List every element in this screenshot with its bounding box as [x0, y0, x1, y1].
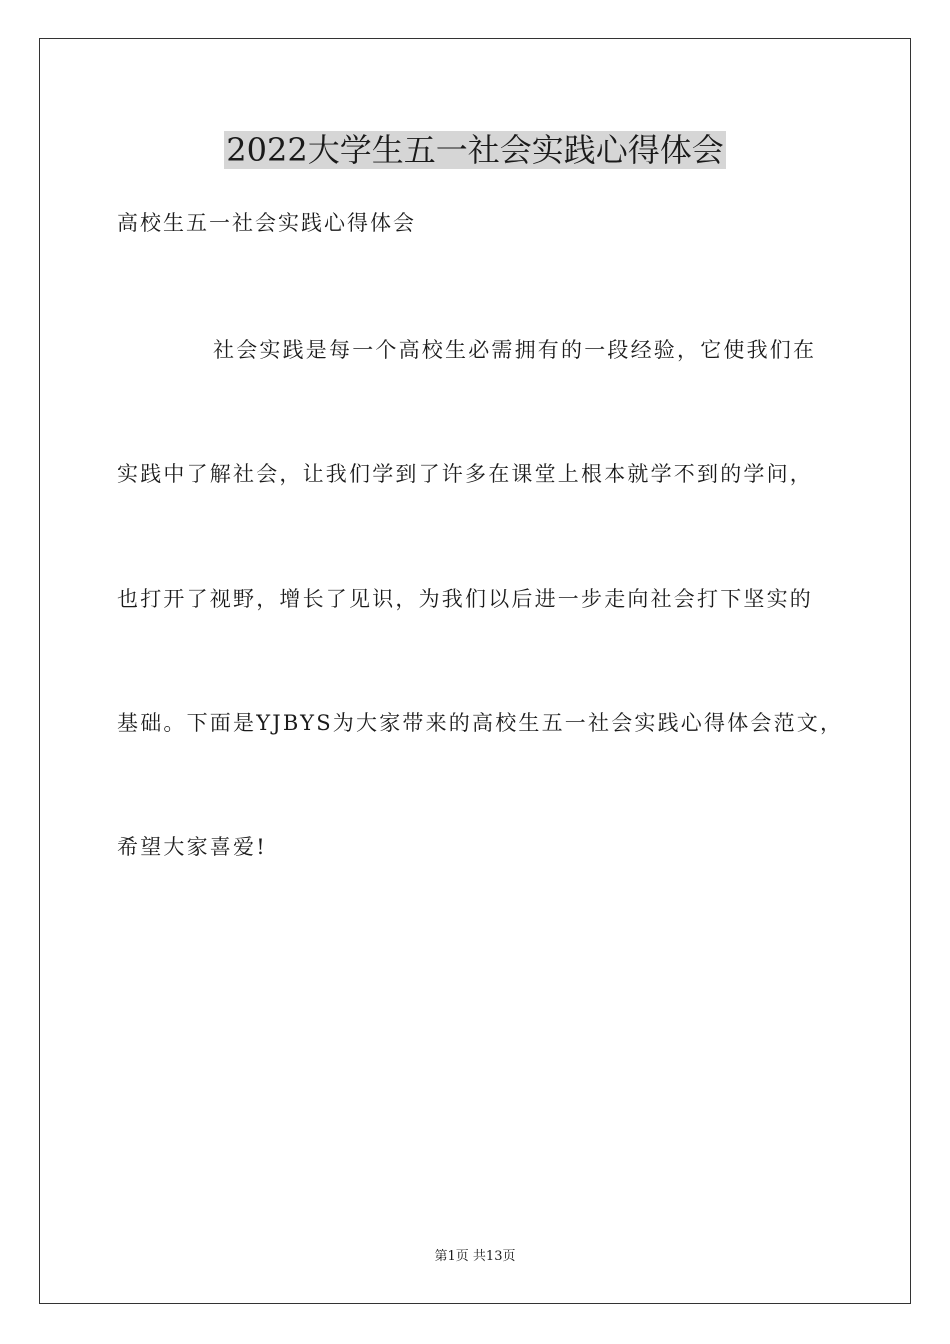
paragraph-line-4: 基础。下面是YJBYS为大家带来的高校生五一社会实践心得体会范文， — [117, 711, 844, 735]
document-title — [0, 128, 950, 172]
paragraph-line-2: 实践中了解社会，让我们学到了许多在课堂上根本就学不到的学问， — [117, 462, 813, 486]
page-footer: 第1页 共13页 — [434, 1249, 516, 1264]
paragraph-line-5: 希望大家喜爱! — [117, 835, 267, 859]
paragraph-line-1: 社会实践是每一个高校生必需拥有的一段经验，它使我们在 — [213, 338, 817, 362]
document-subtitle: 高校生五一社会实践心得体会 — [117, 211, 416, 235]
paragraph-line-3: 也打开了视野，增长了见识，为我们以后进一步走向社会打下坚实的 — [117, 587, 813, 611]
document-title-text: 2022大学生五一社会实践心得体会 — [226, 131, 724, 169]
